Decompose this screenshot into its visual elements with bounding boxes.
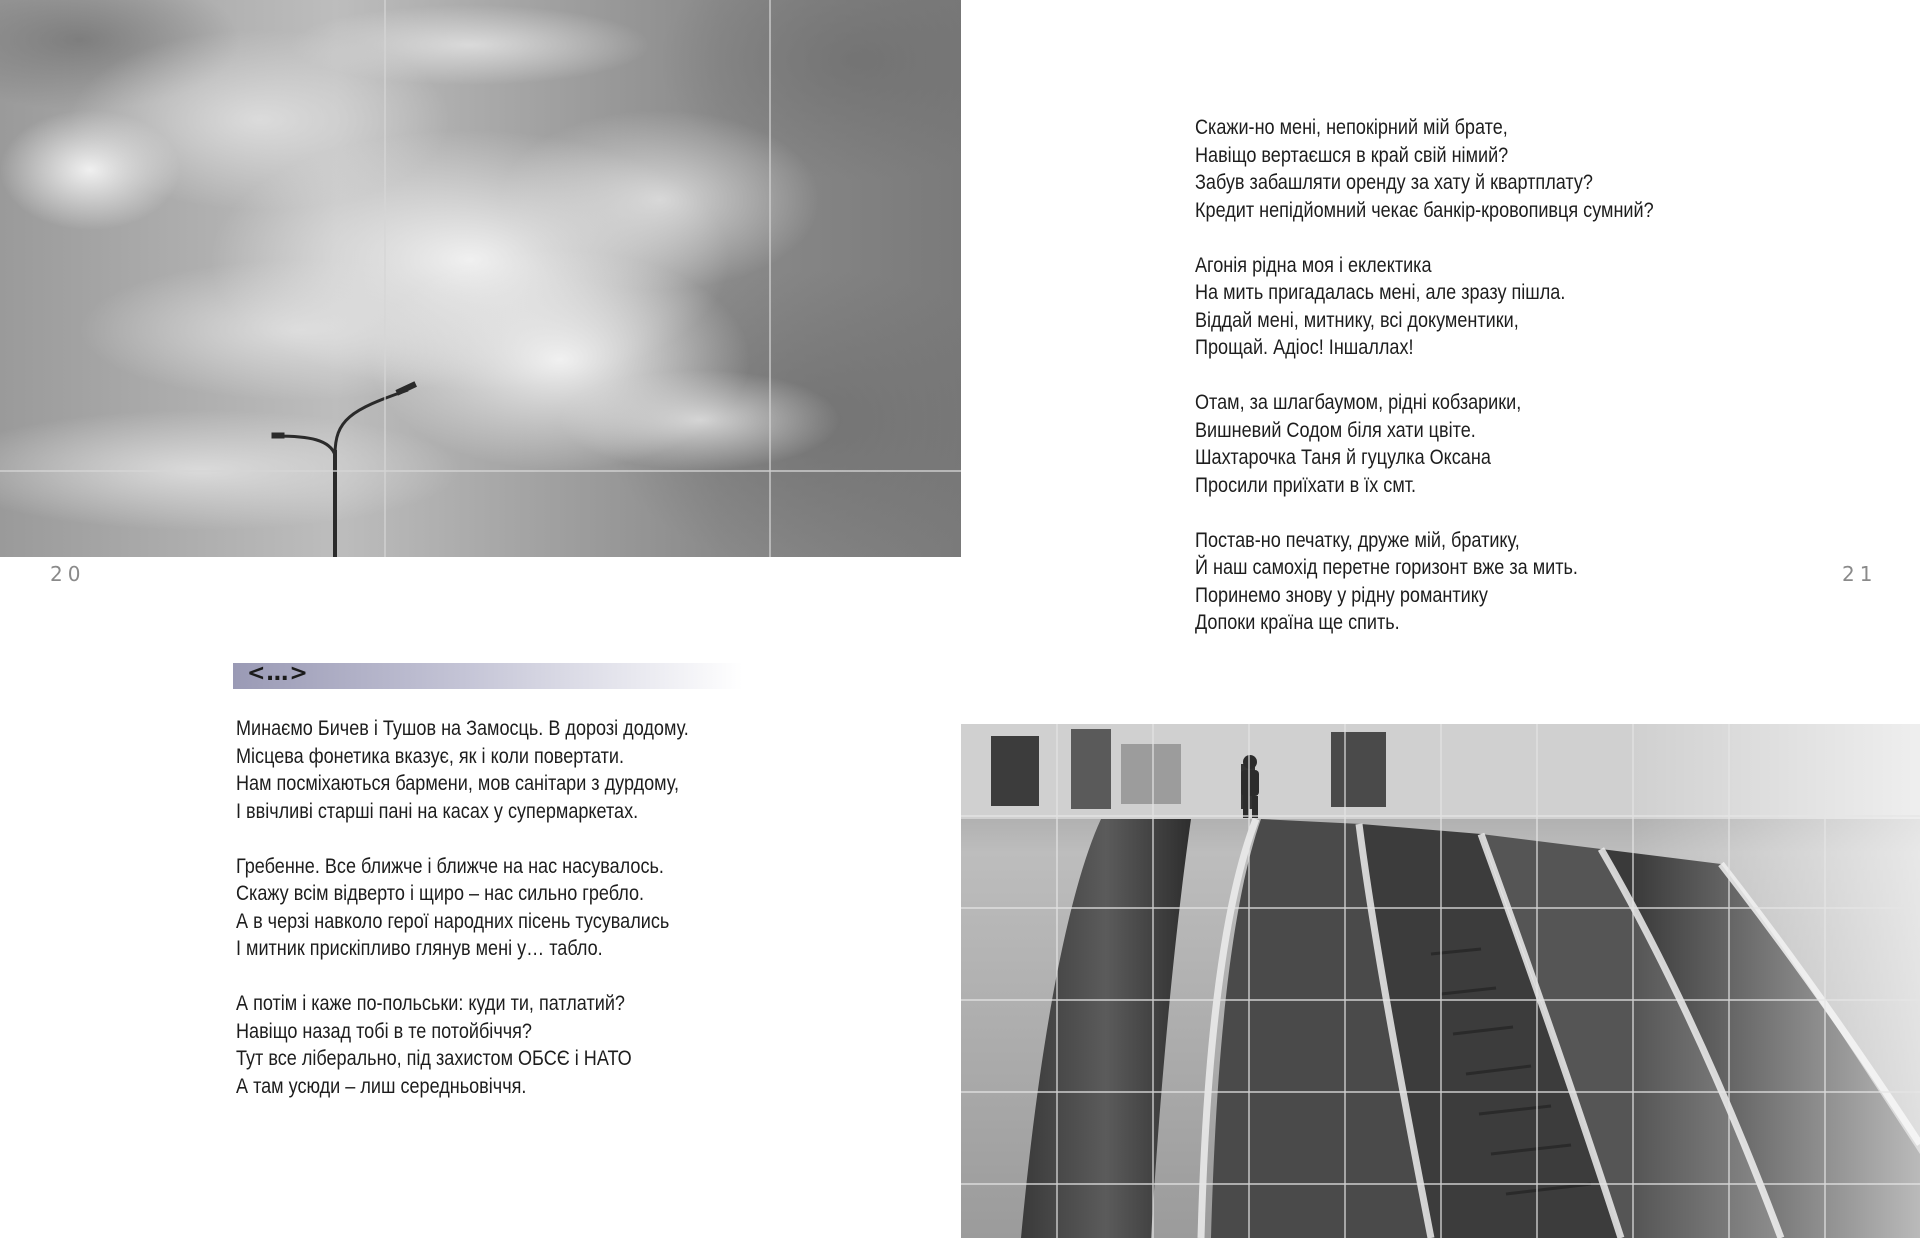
poem-line: А там усюди – лиш середньовіччя. <box>236 1074 527 1098</box>
stanza <box>1195 252 1654 362</box>
poem-line: Й наш самохід перетне горизонт вже за мить. <box>1195 556 1578 579</box>
poem-line: На мить пригадалась мені, але зразу пішла. <box>1195 281 1566 304</box>
page-number-left: 20 <box>50 562 86 586</box>
sky-clouds-streetlamp-photo <box>0 0 961 557</box>
poem-line: Поринемо знову у рідну романтику <box>1195 583 1488 607</box>
poem-line: Забув забашляти оренду за хату й квартплату? <box>1195 171 1593 194</box>
poem-line: Шахтарочка Таня й гуцулка Оксана <box>1195 446 1491 469</box>
poem-line: Навіщо назад тобі в те потойбіччя? <box>236 1019 532 1043</box>
poem-line: Кредит непідйомний чекає банкір-кровопивця сумний? <box>1195 198 1654 222</box>
section-header-text: <…> <box>247 661 309 686</box>
stanza <box>236 715 689 825</box>
escalator-station-photo <box>961 724 1920 1238</box>
poem-line: Прощай. Адіос! Іншаллах! <box>1195 336 1414 359</box>
poem-line: Гребенне. Все ближче і ближче на нас насувалось. <box>236 854 664 878</box>
poem-right-page <box>1195 114 1654 637</box>
poem-line: І ввічливі старші пані на касах у супермаркетах. <box>236 799 639 823</box>
poem-line: Скажи-но мені, непокірний мій брате, <box>1195 116 1508 139</box>
stanza <box>1195 114 1654 224</box>
poem-line: Отам, за шлагбаумом, рідні кобзарики, <box>1195 391 1522 414</box>
page-number-right: 21 <box>1842 562 1878 586</box>
poem-line: Тут все ліберально, під захистом ОБСЄ і НАТО <box>236 1047 632 1070</box>
poem-line: Місцева фонетика вказує, як і коли повертати. <box>236 744 624 768</box>
poem-line: Агонія рідна моя і еклектика <box>1195 253 1432 277</box>
poem-line: Допоки країна ще спить. <box>1195 611 1400 634</box>
poem-line: Просили приїхати в їх смт. <box>1195 473 1417 497</box>
stanza <box>1195 527 1654 637</box>
poem-line: Постав-но печатку, друже мій, братику, <box>1195 528 1520 552</box>
poem-line: Вишневий Содом біля хати цвіте. <box>1195 418 1476 442</box>
poem-line: Минаємо Бичев і Тушов на Замосць. В дорозі додому. <box>236 717 689 740</box>
poem-line: Навіщо вертаєшся в край свій німий? <box>1195 143 1509 167</box>
poem-line: А в черзі навколо герої народних пісень тусувались <box>236 909 670 933</box>
stanza <box>1195 389 1654 499</box>
poem-line: І митник прискіпливо глянув мені у… табло. <box>236 937 603 960</box>
stanza <box>236 853 689 963</box>
poem-line: Скажу всім відверто і щиро – нас сильно гребло. <box>236 882 645 905</box>
section-header-bar <box>233 663 743 689</box>
poem-left-page <box>236 715 689 1100</box>
stanza <box>236 990 689 1100</box>
poem-line: Віддай мені, митнику, всі документики, <box>1195 308 1519 332</box>
poem-line: Нам посміхаються бармени, мов санітари з дурдому, <box>236 772 680 795</box>
poem-line: А потім і каже по-польськи: куди ти, патлатий? <box>236 992 625 1015</box>
